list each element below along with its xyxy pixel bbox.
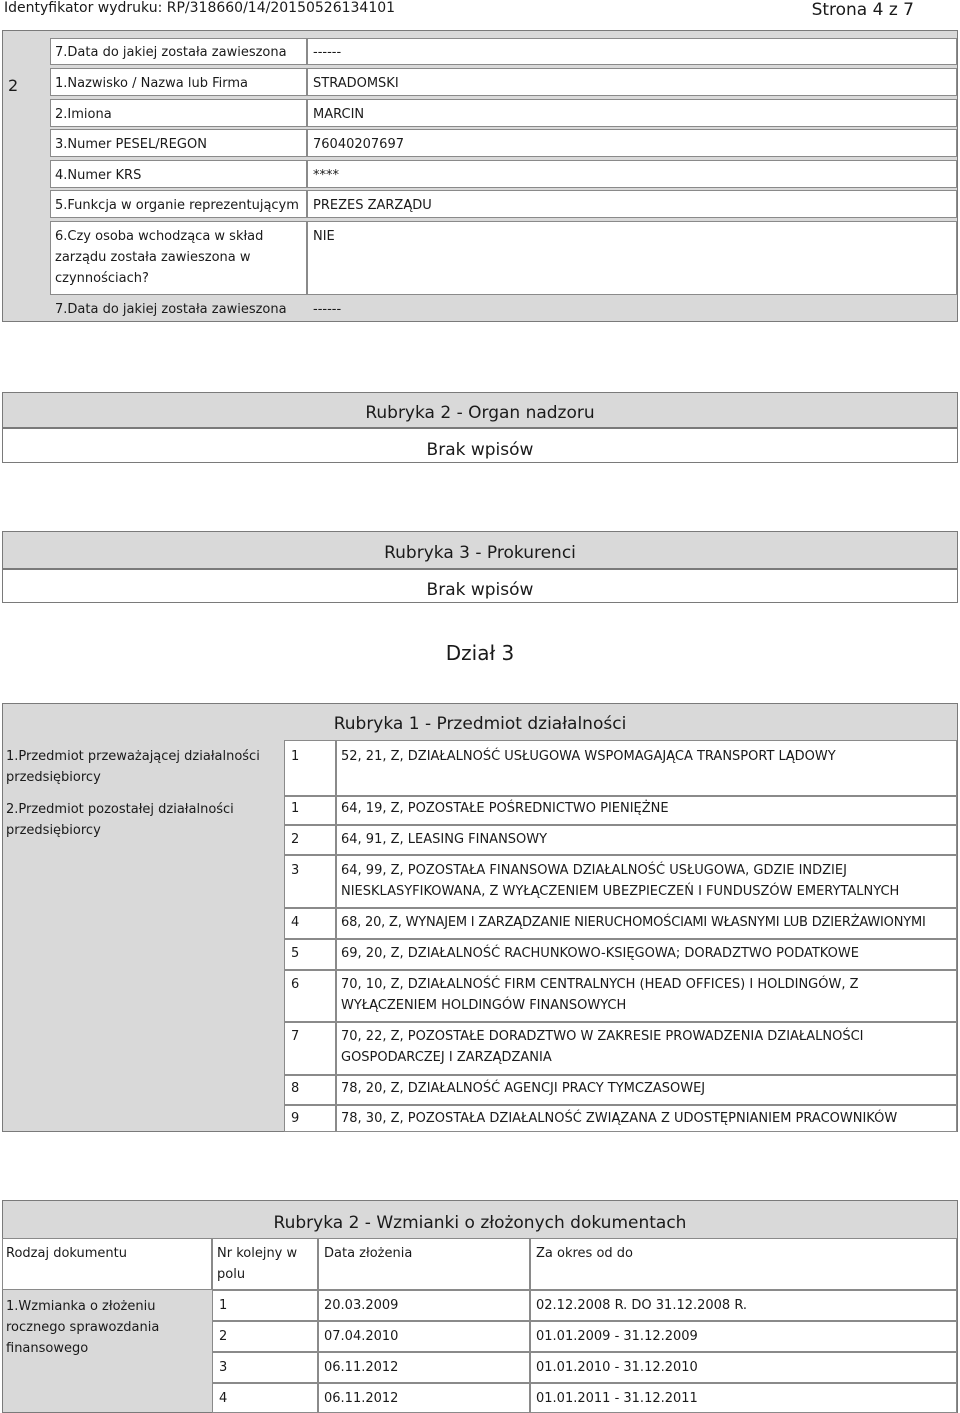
- row-label: 4.Numer KRS: [55, 168, 142, 183]
- item-text: 70, 10, Z, DZIAŁALNOŚĆ FIRM CENTRALNYCH (HEAD OFFICES) I HOLDINGÓW, Z WYŁĄCZENIEM HOLDINGÓW FINANSOWYCH: [341, 977, 859, 1013]
- column-header: Za okres od do: [536, 1246, 633, 1261]
- row-value: PREZES ZARZĄDU: [313, 198, 432, 213]
- doc-period: 01.01.2010 - 31.12.2010: [536, 1360, 698, 1375]
- item-number: 9: [291, 1111, 300, 1126]
- doc-no-cell: [212, 1352, 318, 1383]
- item-number: 4: [291, 915, 300, 930]
- doc-date: 20.03.2009: [324, 1298, 399, 1313]
- row0-label: 7.Data do jakiej została zawieszona: [55, 45, 287, 60]
- item-text: 64, 19, Z, POZOSTAŁE POŚREDNICTWO PIENIĘŻNE: [341, 801, 669, 816]
- doc-no-cell: [212, 1290, 318, 1321]
- item-text: 64, 91, Z, LEASING FINANSOWY: [341, 832, 548, 847]
- row-value: NIE: [313, 229, 335, 244]
- prokurenci-header: [2, 531, 958, 569]
- row-value: STRADOMSKI: [313, 76, 399, 91]
- doc-date: 06.11.2012: [324, 1391, 399, 1406]
- entry-number: 2: [8, 76, 19, 95]
- row-value: ------: [313, 302, 342, 317]
- section-title: Rubryka 2 - Wzmianki o złożonych dokumentach: [273, 1213, 687, 1233]
- document-type: 1.Wzmianka o złożeniu rocznego sprawozdania finansowego: [6, 1299, 160, 1356]
- dzial-title: Dział 3: [445, 641, 515, 665]
- row-label: 1.Nazwisko / Nazwa lub Firma: [55, 76, 248, 91]
- prokurenci-empty-row: [2, 569, 958, 603]
- row0-value-cell: [307, 38, 957, 65]
- item-number: 1: [291, 801, 300, 816]
- row-label: 6.Czy osoba wchodząca w skład zarządu została zawieszona w czynnościach?: [55, 229, 264, 286]
- item-number: 3: [291, 863, 300, 878]
- item-number: 6: [291, 977, 300, 992]
- page-number: Strona 4 z 7: [811, 0, 914, 20]
- item-text: 52, 21, Z, DZIAŁALNOŚĆ USŁUGOWA WSPOMAGAJĄCA TRANSPORT LĄDOWY: [341, 749, 836, 764]
- main-activity-label: 1.Przedmiot przeważającej działalności przedsiębiorcy: [6, 749, 260, 785]
- doc-no: 1: [219, 1298, 228, 1313]
- doc-no: 4: [219, 1391, 228, 1406]
- empty-text: Brak wpisów: [426, 580, 534, 600]
- organ-nadzoru-empty-row: [2, 428, 958, 463]
- doc-no-cell: [212, 1383, 318, 1413]
- doc-period: 01.01.2009 - 31.12.2009: [536, 1329, 698, 1344]
- section-title: Rubryka 2 - Organ nadzoru: [365, 403, 595, 423]
- organ-nadzoru-header: [2, 392, 958, 428]
- row-value-cell: [307, 221, 957, 295]
- row-value: ****: [313, 168, 339, 183]
- item-number: 2: [291, 832, 300, 847]
- doc-period: 01.01.2011 - 31.12.2011: [536, 1391, 698, 1406]
- item-number: 7: [291, 1029, 300, 1044]
- section-title: Rubryka 1 - Przedmiot działalności: [333, 714, 627, 734]
- row-label: 2.Imiona: [55, 107, 112, 122]
- doc-no-cell: [212, 1321, 318, 1352]
- row-label: 7.Data do jakiej została zawieszona: [55, 302, 287, 317]
- row-value-cell: [307, 129, 957, 157]
- column-header: Nr kolejny w polu: [217, 1246, 298, 1282]
- empty-text: Brak wpisów: [426, 440, 534, 460]
- row-value-cell: [307, 160, 957, 188]
- print-identifier: Identyfikator wydruku: RP/318660/14/20150526134101: [4, 0, 396, 16]
- item-number: 8: [291, 1081, 300, 1096]
- column-header: Data złożenia: [324, 1246, 413, 1261]
- doc-date: 06.11.2012: [324, 1360, 399, 1375]
- item-text: 78, 20, Z, DZIAŁALNOŚĆ AGENCJI PRACY TYMCZASOWEJ: [341, 1081, 706, 1096]
- item-text: 68, 20, Z, WYNAJEM I ZARZĄDZANIE NIERUCHOMOŚCIAMI WŁASNYMI LUB DZIERŻAWIONYMI: [341, 915, 926, 930]
- item-text: 78, 30, Z, POZOSTAŁA DZIAŁALNOŚĆ ZWIĄZANA Z UDOSTĘPNIANIEM PRACOWNIKÓW: [341, 1111, 898, 1126]
- row-value-cell: [307, 99, 957, 127]
- item-text: 70, 22, Z, POZOSTAŁE DORADZTWO W ZAKRESIE PROWADZENIA DZIAŁALNOŚCI GOSPODARCZEJ I ZARZĄDZANIA: [341, 1029, 864, 1065]
- column-header: Rodzaj dokumentu: [6, 1246, 127, 1261]
- doc-no: 3: [219, 1360, 228, 1375]
- row-value-cell: [307, 68, 957, 96]
- section-title: Rubryka 3 - Prokurenci: [384, 543, 576, 563]
- row-value: MARCIN: [313, 107, 365, 122]
- doc-date: 07.04.2010: [324, 1329, 399, 1344]
- item-text: 64, 99, Z, POZOSTAŁA FINANSOWA DZIAŁALNOŚĆ USŁUGOWA, GDZIE INDZIEJ NIESKLASYFIKOWANA, Z WYŁĄCZENIEM UBEZPIECZEŃ I FUNDUSZÓW EMERYTALNYCH: [341, 863, 900, 899]
- item-number: 5: [291, 946, 300, 961]
- row-value: 76040207697: [313, 137, 404, 152]
- item-text: 69, 20, Z, DZIAŁALNOŚĆ RACHUNKOWO-KSIĘGOWA; DORADZTWO PODATKOWE: [341, 946, 859, 961]
- row-label: 3.Numer PESEL/REGON: [55, 137, 207, 152]
- doc-period: 02.12.2008 R. DO 31.12.2008 R.: [536, 1298, 748, 1313]
- row0-value: ------: [313, 45, 342, 60]
- item-number: 1: [291, 749, 300, 764]
- doc-no: 2: [219, 1329, 228, 1344]
- other-activity-label: 2.Przedmiot pozostałej działalności przedsiębiorcy: [6, 802, 234, 838]
- row-label: 5.Funkcja w organie reprezentującym: [55, 198, 299, 213]
